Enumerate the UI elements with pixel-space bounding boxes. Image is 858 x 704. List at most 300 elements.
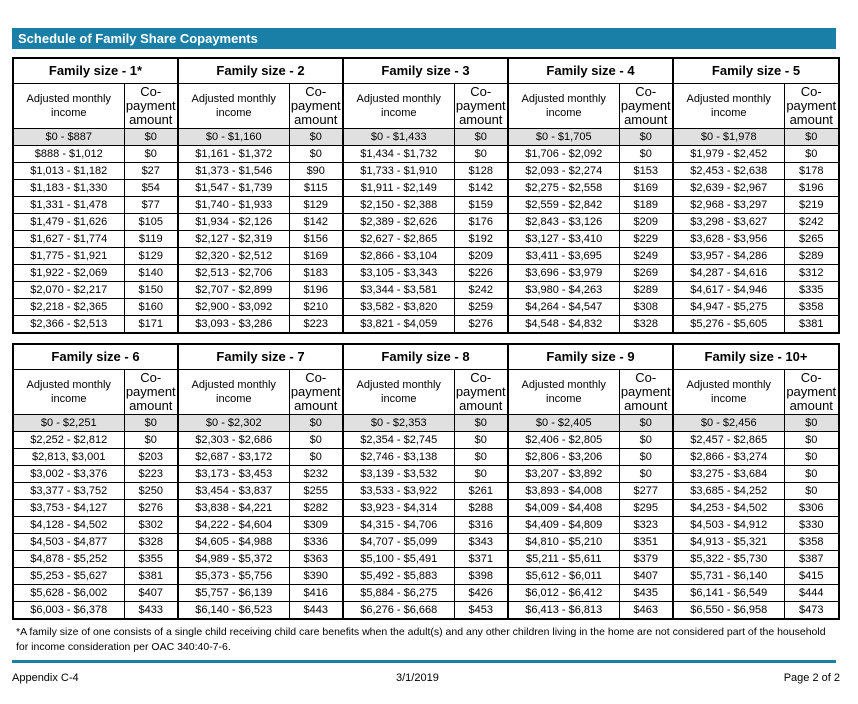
- income-column-header: Adjusted monthly income: [343, 370, 454, 415]
- income-column-header: Adjusted monthly income: [508, 370, 619, 415]
- copayment-amount-cell: $0: [619, 415, 673, 432]
- family-size-label: Family size - 10+: [673, 344, 839, 370]
- copayment-amount-cell: $312: [784, 265, 839, 282]
- income-range-cell: $1,013 - $1,182: [13, 163, 124, 180]
- copayment-amount-cell: $330: [784, 517, 839, 534]
- table-row: [13, 534, 839, 551]
- income-range-cell: $6,550 - $6,958: [673, 602, 784, 620]
- copayment-amount-cell: $0: [124, 129, 178, 146]
- copayment-amount-cell: $159: [454, 197, 508, 214]
- copayment-amount-cell: $219: [784, 197, 839, 214]
- copayment-amount-cell: $183: [289, 265, 343, 282]
- copayment-amount-cell: $328: [619, 316, 673, 334]
- copayment-header-line: Co-: [305, 84, 327, 99]
- copayment-header-line: payment: [125, 98, 176, 113]
- copayment-amount-cell: $289: [619, 282, 673, 299]
- copayment-header-line: Co-: [305, 370, 327, 385]
- copayment-amount-cell: $259: [454, 299, 508, 316]
- income-range-cell: $2,813, $3,001: [13, 449, 124, 466]
- income-range-cell: $3,093 - $3,286: [178, 316, 289, 334]
- income-range-cell: $1,979 - $2,452: [673, 146, 784, 163]
- income-range-cell: $4,947 - $5,275: [673, 299, 784, 316]
- footer-date: 3/1/2019: [396, 672, 439, 684]
- copayment-amount-cell: $453: [454, 602, 508, 620]
- copayment-amount-cell: $473: [784, 602, 839, 620]
- copayment-header-line: payment: [786, 98, 837, 113]
- income-range-cell: $4,617 - $4,946: [673, 282, 784, 299]
- table-row: [13, 602, 839, 620]
- copayment-column-header: [619, 370, 673, 415]
- copayment-amount-cell: $196: [289, 282, 343, 299]
- copayment-amount-cell: $129: [124, 248, 178, 265]
- income-range-cell: $5,211 - $5,611: [508, 551, 619, 568]
- income-range-cell: $2,354 - $2,745: [343, 432, 454, 449]
- copayment-amount-cell: $416: [289, 585, 343, 602]
- copayment-header-line: amount: [459, 398, 503, 413]
- income-range-cell: $3,582 - $3,820: [343, 299, 454, 316]
- family-size-label: Family size - 9: [508, 344, 673, 370]
- income-range-cell: $4,878 - $5,252: [13, 551, 124, 568]
- income-range-cell: $0 - $887: [13, 129, 124, 146]
- copayment-amount-cell: $0: [454, 466, 508, 483]
- copayment-amount-cell: $381: [784, 316, 839, 334]
- copayment-header-line: Co-: [470, 370, 492, 385]
- copayment-amount-cell: $407: [124, 585, 178, 602]
- income-range-cell: $5,884 - $6,275: [343, 585, 454, 602]
- income-range-cell: $1,373 - $1,546: [178, 163, 289, 180]
- copayment-column-header: [289, 84, 343, 129]
- copayment-amount-cell: $0: [784, 415, 839, 432]
- income-range-cell: $3,298 - $3,627: [673, 214, 784, 231]
- copayment-header-line: amount: [789, 398, 833, 413]
- copayment-amount-cell: $316: [454, 517, 508, 534]
- copayment-amount-cell: $0: [784, 449, 839, 466]
- income-range-cell: $4,503 - $4,912: [673, 517, 784, 534]
- copayment-header-line: Co-: [140, 370, 162, 385]
- column-header-row: [13, 84, 839, 129]
- footer-rule: [12, 660, 836, 663]
- copayment-header-line: amount: [129, 398, 173, 413]
- family-size-label: Family size - 6: [13, 344, 178, 370]
- income-range-cell: $3,275 - $3,684: [673, 466, 784, 483]
- copayment-table-sizes-1-5: [12, 57, 840, 334]
- copayment-amount-cell: $203: [124, 449, 178, 466]
- income-range-cell: $4,707 - $5,099: [343, 534, 454, 551]
- income-range-cell: $2,366 - $2,513: [13, 316, 124, 334]
- income-range-cell: $2,900 - $3,092: [178, 299, 289, 316]
- copayment-header-line: payment: [455, 384, 506, 399]
- income-range-cell: $5,276 - $5,605: [673, 316, 784, 334]
- income-range-cell: $0 - $2,251: [13, 415, 124, 432]
- copayment-column-header: [289, 370, 343, 415]
- income-range-cell: $3,628 - $3,956: [673, 231, 784, 248]
- table-row: [13, 466, 839, 483]
- copayment-amount-cell: $444: [784, 585, 839, 602]
- copayment-amount-cell: $261: [454, 483, 508, 500]
- income-range-cell: $5,373 - $5,756: [178, 568, 289, 585]
- income-range-cell: $2,093 - $2,274: [508, 163, 619, 180]
- table-row: [13, 517, 839, 534]
- income-column-header: Adjusted monthly income: [13, 84, 124, 129]
- copayment-amount-cell: $0: [784, 129, 839, 146]
- copayment-amount-cell: $328: [124, 534, 178, 551]
- income-range-cell: $3,207 - $3,892: [508, 466, 619, 483]
- footer-appendix: Appendix C-4: [12, 672, 79, 684]
- table-row: [13, 197, 839, 214]
- copayment-header-line: amount: [294, 398, 338, 413]
- income-range-cell: $2,389 - $2,626: [343, 214, 454, 231]
- table-row: [13, 231, 839, 248]
- table-row: [13, 299, 839, 316]
- income-range-cell: $888 - $1,012: [13, 146, 124, 163]
- income-range-cell: $1,911 - $2,149: [343, 180, 454, 197]
- income-range-cell: $2,150 - $2,388: [343, 197, 454, 214]
- table-row: [13, 129, 839, 146]
- copayment-header-line: amount: [624, 398, 668, 413]
- income-range-cell: $5,253 - $5,627: [13, 568, 124, 585]
- copayment-amount-cell: $323: [619, 517, 673, 534]
- copayment-amount-cell: $0: [454, 449, 508, 466]
- copayment-amount-cell: $351: [619, 534, 673, 551]
- copayment-amount-cell: $0: [124, 432, 178, 449]
- copayment-amount-cell: $277: [619, 483, 673, 500]
- table-row: [13, 146, 839, 163]
- copayment-amount-cell: $407: [619, 568, 673, 585]
- copayment-amount-cell: $142: [454, 180, 508, 197]
- copayment-header-line: payment: [290, 384, 341, 399]
- family-size-label: Family size - 8: [343, 344, 508, 370]
- income-range-cell: $2,746 - $3,138: [343, 449, 454, 466]
- copayment-header-line: Co-: [800, 370, 822, 385]
- copayment-amount-cell: $309: [289, 517, 343, 534]
- copayment-amount-cell: $276: [124, 500, 178, 517]
- income-range-cell: $2,627 - $2,865: [343, 231, 454, 248]
- income-range-cell: $6,141 - $6,549: [673, 585, 784, 602]
- copayment-amount-cell: $250: [124, 483, 178, 500]
- income-range-cell: $3,685 - $4,252: [673, 483, 784, 500]
- copayment-column-header: [619, 84, 673, 129]
- table-row: [13, 316, 839, 334]
- copayment-amount-cell: $0: [124, 415, 178, 432]
- copayment-amount-cell: $210: [289, 299, 343, 316]
- copayment-amount-cell: $426: [454, 585, 508, 602]
- copayment-amount-cell: $302: [124, 517, 178, 534]
- copayment-amount-cell: $371: [454, 551, 508, 568]
- copayment-amount-cell: $0: [784, 466, 839, 483]
- income-range-cell: $0 - $2,456: [673, 415, 784, 432]
- income-range-cell: $2,866 - $3,104: [343, 248, 454, 265]
- copayment-amount-cell: $255: [289, 483, 343, 500]
- income-range-cell: $3,533 - $3,922: [343, 483, 454, 500]
- copayment-amount-cell: $390: [289, 568, 343, 585]
- income-range-cell: $3,838 - $4,221: [178, 500, 289, 517]
- income-column-header: Adjusted monthly income: [13, 370, 124, 415]
- copayment-column-header: [454, 84, 508, 129]
- copayment-amount-cell: $0: [784, 483, 839, 500]
- income-range-cell: $4,548 - $4,832: [508, 316, 619, 334]
- income-range-cell: $1,740 - $1,933: [178, 197, 289, 214]
- copayment-header-line: amount: [624, 112, 668, 127]
- income-range-cell: $6,413 - $6,813: [508, 602, 619, 620]
- family-size-label: Family size - 5: [673, 58, 839, 84]
- income-range-cell: $6,012 - $6,412: [508, 585, 619, 602]
- copayment-amount-cell: $358: [784, 299, 839, 316]
- copayment-amount-cell: $0: [454, 129, 508, 146]
- copayment-amount-cell: $229: [619, 231, 673, 248]
- income-range-cell: $0 - $2,405: [508, 415, 619, 432]
- income-range-cell: $2,453 - $2,638: [673, 163, 784, 180]
- income-range-cell: $2,252 - $2,812: [13, 432, 124, 449]
- copayment-header-line: payment: [786, 384, 837, 399]
- copayment-amount-cell: $27: [124, 163, 178, 180]
- copayment-amount-cell: $249: [619, 248, 673, 265]
- income-range-cell: $2,513 - $2,706: [178, 265, 289, 282]
- copayment-amount-cell: $140: [124, 265, 178, 282]
- copayment-table-sizes-6-10: [12, 343, 840, 620]
- income-range-cell: $1,183 - $1,330: [13, 180, 124, 197]
- income-range-cell: $1,775 - $1,921: [13, 248, 124, 265]
- income-range-cell: $2,457 - $2,865: [673, 432, 784, 449]
- copayment-amount-cell: $142: [289, 214, 343, 231]
- table-row: [13, 551, 839, 568]
- copayment-header-line: amount: [789, 112, 833, 127]
- copayment-header-line: Co-: [635, 84, 657, 99]
- copayment-amount-cell: $171: [124, 316, 178, 334]
- copayment-header-line: amount: [129, 112, 173, 127]
- copayment-amount-cell: $223: [124, 466, 178, 483]
- income-range-cell: $2,303 - $2,686: [178, 432, 289, 449]
- family-size-label: Family size - 1*: [13, 58, 178, 84]
- income-column-header: Adjusted monthly income: [508, 84, 619, 129]
- copayment-amount-cell: $433: [124, 602, 178, 620]
- table-row: [13, 214, 839, 231]
- income-range-cell: $0 - $1,978: [673, 129, 784, 146]
- copayment-amount-cell: $156: [289, 231, 343, 248]
- income-range-cell: $1,434 - $1,732: [343, 146, 454, 163]
- copayment-header-line: payment: [620, 384, 671, 399]
- footnote: *A family size of one consists of a single child receiving child care benefits when the adult(s) and any other children living in the home are not considered part of the household for income consideration per OAC 340:40-7-6.: [16, 626, 826, 653]
- income-range-cell: $4,605 - $4,988: [178, 534, 289, 551]
- copayment-amount-cell: $363: [289, 551, 343, 568]
- income-range-cell: $3,753 - $4,127: [13, 500, 124, 517]
- copayment-amount-cell: $0: [619, 129, 673, 146]
- table-row: [13, 585, 839, 602]
- income-range-cell: $2,406 - $2,805: [508, 432, 619, 449]
- copayment-amount-cell: $282: [289, 500, 343, 517]
- copayment-amount-cell: $129: [289, 197, 343, 214]
- income-range-cell: $5,612 - $6,011: [508, 568, 619, 585]
- copayment-amount-cell: $276: [454, 316, 508, 334]
- income-range-cell: $2,843 - $3,126: [508, 214, 619, 231]
- copayment-amount-cell: $90: [289, 163, 343, 180]
- income-range-cell: $2,968 - $3,297: [673, 197, 784, 214]
- copayment-amount-cell: $288: [454, 500, 508, 517]
- copayment-amount-cell: $242: [784, 214, 839, 231]
- income-column-header: Adjusted monthly income: [178, 84, 289, 129]
- copayment-amount-cell: $115: [289, 180, 343, 197]
- table-row: [13, 265, 839, 282]
- income-range-cell: $3,893 - $4,008: [508, 483, 619, 500]
- family-size-header-row: [13, 58, 839, 84]
- copayment-amount-cell: $0: [289, 432, 343, 449]
- copayment-amount-cell: $169: [289, 248, 343, 265]
- copayment-amount-cell: $0: [289, 129, 343, 146]
- copayment-amount-cell: $209: [619, 214, 673, 231]
- income-column-header: Adjusted monthly income: [343, 84, 454, 129]
- income-range-cell: $0 - $1,433: [343, 129, 454, 146]
- copayment-amount-cell: $269: [619, 265, 673, 282]
- copayment-amount-cell: $463: [619, 602, 673, 620]
- income-range-cell: $1,627 - $1,774: [13, 231, 124, 248]
- copayment-column-header: [124, 84, 178, 129]
- copayment-amount-cell: $443: [289, 602, 343, 620]
- income-range-cell: $3,344 - $3,581: [343, 282, 454, 299]
- table-row: [13, 432, 839, 449]
- table-row: [13, 180, 839, 197]
- copayment-amount-cell: $232: [289, 466, 343, 483]
- income-range-cell: $6,276 - $6,668: [343, 602, 454, 620]
- income-range-cell: $3,411 - $3,695: [508, 248, 619, 265]
- income-range-cell: $2,866 - $3,274: [673, 449, 784, 466]
- table-row: [13, 449, 839, 466]
- copayment-amount-cell: $242: [454, 282, 508, 299]
- copayment-amount-cell: $335: [784, 282, 839, 299]
- copayment-amount-cell: $336: [289, 534, 343, 551]
- copayment-amount-cell: $176: [454, 214, 508, 231]
- income-range-cell: $4,409 - $4,809: [508, 517, 619, 534]
- copayment-header-line: payment: [290, 98, 341, 113]
- income-range-cell: $3,139 - $3,532: [343, 466, 454, 483]
- income-range-cell: $2,127 - $2,319: [178, 231, 289, 248]
- income-range-cell: $5,100 - $5,491: [343, 551, 454, 568]
- income-range-cell: $4,253 - $4,502: [673, 500, 784, 517]
- income-range-cell: $6,003 - $6,378: [13, 602, 124, 620]
- footer-page-number: Page 2 of 2: [783, 672, 840, 684]
- copayment-amount-cell: $0: [784, 146, 839, 163]
- table-row: [13, 248, 839, 265]
- table-row: [13, 500, 839, 517]
- copayment-amount-cell: $343: [454, 534, 508, 551]
- income-range-cell: $5,757 - $6,139: [178, 585, 289, 602]
- copayment-amount-cell: $0: [289, 449, 343, 466]
- copayment-amount-cell: $0: [784, 432, 839, 449]
- copayment-amount-cell: $306: [784, 500, 839, 517]
- copayment-amount-cell: $0: [619, 466, 673, 483]
- copayment-amount-cell: $0: [619, 432, 673, 449]
- income-range-cell: $3,923 - $4,314: [343, 500, 454, 517]
- table-row: [13, 568, 839, 585]
- copayment-header-line: payment: [455, 98, 506, 113]
- copayment-amount-cell: $119: [124, 231, 178, 248]
- copayment-amount-cell: $223: [289, 316, 343, 334]
- copayment-amount-cell: $54: [124, 180, 178, 197]
- income-range-cell: $5,492 - $5,883: [343, 568, 454, 585]
- income-column-header: Adjusted monthly income: [673, 370, 784, 415]
- family-size-label: Family size - 2: [178, 58, 343, 84]
- copayment-amount-cell: $0: [289, 146, 343, 163]
- income-range-cell: $6,140 - $6,523: [178, 602, 289, 620]
- copayment-amount-cell: $415: [784, 568, 839, 585]
- copayment-amount-cell: $77: [124, 197, 178, 214]
- copayment-column-header: [124, 370, 178, 415]
- income-range-cell: $3,173 - $3,453: [178, 466, 289, 483]
- income-range-cell: $1,161 - $1,372: [178, 146, 289, 163]
- family-size-header-row: [13, 344, 839, 370]
- copayment-amount-cell: $128: [454, 163, 508, 180]
- copayment-amount-cell: $178: [784, 163, 839, 180]
- copayment-amount-cell: $192: [454, 231, 508, 248]
- copayment-amount-cell: $160: [124, 299, 178, 316]
- income-range-cell: $4,810 - $5,210: [508, 534, 619, 551]
- income-range-cell: $1,934 - $2,126: [178, 214, 289, 231]
- table-row: [13, 163, 839, 180]
- column-header-row: [13, 370, 839, 415]
- income-range-cell: $1,331 - $1,478: [13, 197, 124, 214]
- copayment-amount-cell: $355: [124, 551, 178, 568]
- income-range-cell: $4,128 - $4,502: [13, 517, 124, 534]
- copayment-amount-cell: $289: [784, 248, 839, 265]
- copayment-amount-cell: $0: [454, 415, 508, 432]
- income-range-cell: $4,315 - $4,706: [343, 517, 454, 534]
- income-range-cell: $1,479 - $1,626: [13, 214, 124, 231]
- family-size-label: Family size - 4: [508, 58, 673, 84]
- income-range-cell: $5,731 - $6,140: [673, 568, 784, 585]
- income-range-cell: $5,628 - $6,002: [13, 585, 124, 602]
- income-range-cell: $3,105 - $3,343: [343, 265, 454, 282]
- income-range-cell: $3,980 - $4,263: [508, 282, 619, 299]
- copayment-header-line: Co-: [635, 370, 657, 385]
- copayment-amount-cell: $0: [454, 432, 508, 449]
- income-range-cell: $4,989 - $5,372: [178, 551, 289, 568]
- income-range-cell: $2,320 - $2,512: [178, 248, 289, 265]
- income-range-cell: $4,287 - $4,616: [673, 265, 784, 282]
- copayment-column-header: [784, 370, 839, 415]
- copayment-header-line: Co-: [470, 84, 492, 99]
- copayment-amount-cell: $0: [124, 146, 178, 163]
- copayment-header-line: amount: [459, 112, 503, 127]
- copayment-amount-cell: $105: [124, 214, 178, 231]
- table-row: [13, 415, 839, 432]
- income-range-cell: $1,706 - $2,092: [508, 146, 619, 163]
- copayment-header-line: Co-: [800, 84, 822, 99]
- income-range-cell: $2,707 - $2,899: [178, 282, 289, 299]
- income-range-cell: $3,957 - $4,286: [673, 248, 784, 265]
- income-range-cell: $0 - $1,705: [508, 129, 619, 146]
- copayment-column-header: [454, 370, 508, 415]
- schedule-title: Schedule of Family Share Copayments: [12, 28, 836, 49]
- income-range-cell: $2,275 - $2,558: [508, 180, 619, 197]
- income-range-cell: $0 - $1,160: [178, 129, 289, 146]
- income-range-cell: $3,821 - $4,059: [343, 316, 454, 334]
- income-range-cell: $4,913 - $5,321: [673, 534, 784, 551]
- income-range-cell: $3,377 - $3,752: [13, 483, 124, 500]
- copayment-amount-cell: $0: [619, 449, 673, 466]
- copayment-amount-cell: $265: [784, 231, 839, 248]
- copayment-amount-cell: $150: [124, 282, 178, 299]
- income-range-cell: $1,922 - $2,069: [13, 265, 124, 282]
- income-range-cell: $3,454 - $3,837: [178, 483, 289, 500]
- income-range-cell: $3,696 - $3,979: [508, 265, 619, 282]
- copayment-amount-cell: $308: [619, 299, 673, 316]
- copayment-header-line: Co-: [140, 84, 162, 99]
- copayment-amount-cell: $387: [784, 551, 839, 568]
- income-range-cell: $4,009 - $4,408: [508, 500, 619, 517]
- income-range-cell: $4,222 - $4,604: [178, 517, 289, 534]
- copayment-amount-cell: $358: [784, 534, 839, 551]
- copayment-column-header: [784, 84, 839, 129]
- income-column-header: Adjusted monthly income: [673, 84, 784, 129]
- income-range-cell: $2,559 - $2,842: [508, 197, 619, 214]
